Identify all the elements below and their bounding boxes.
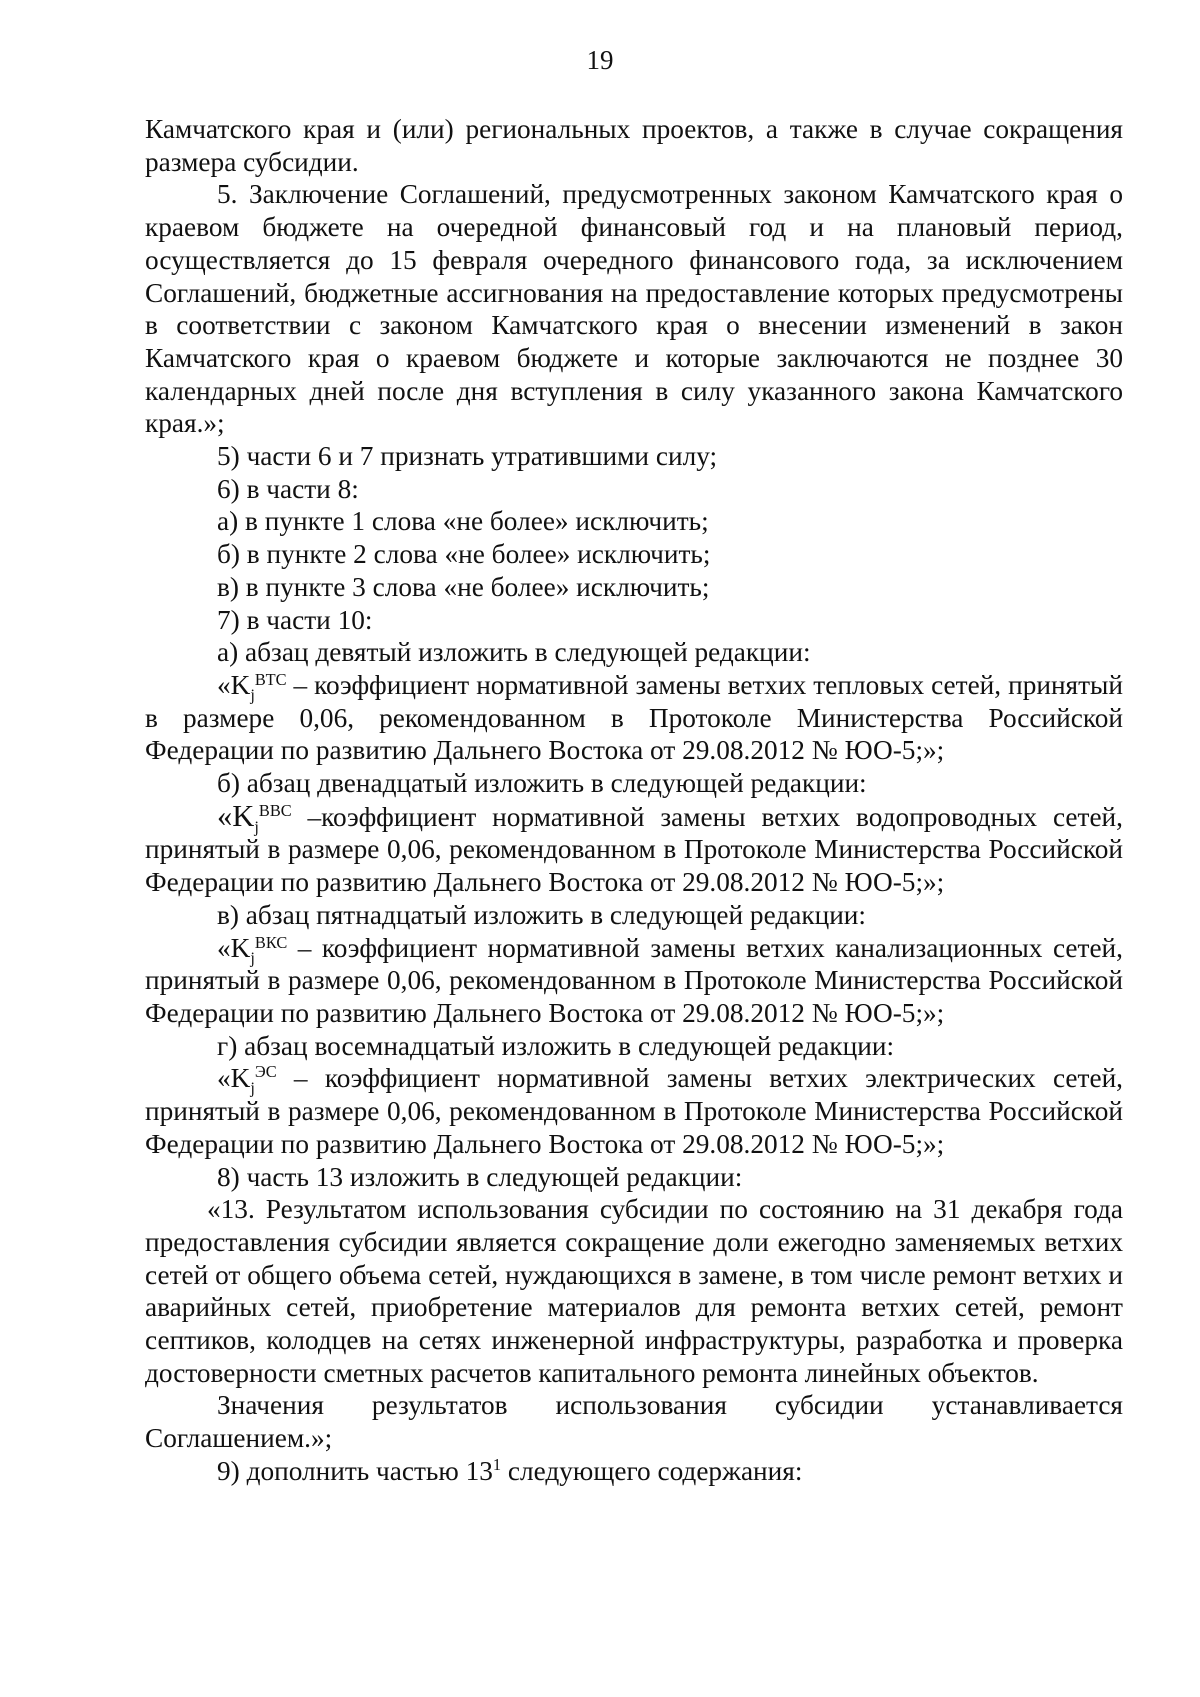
item-9-text-before: 9) дополнить частью 13 bbox=[217, 1455, 493, 1486]
coefficient-superscript: ВТС bbox=[254, 669, 287, 689]
coefficient-kvvs-paragraph bbox=[145, 800, 1123, 899]
amendment-item-8: 8) часть 13 изложить в следующей редакции: bbox=[217, 1161, 743, 1192]
page-number: 19 bbox=[586, 45, 614, 75]
amendment-item-7: 7) в части 10: bbox=[217, 604, 373, 635]
amendment-item-6: 6) в части 8: bbox=[217, 473, 359, 504]
coefficient-kes-paragraph bbox=[145, 1062, 1123, 1160]
coefficient-superscript: ВВС bbox=[258, 800, 292, 820]
amendment-item-7b: б) абзац двенадцатый изложить в следующей редакции: bbox=[217, 768, 867, 799]
item-9-superscript: 1 bbox=[492, 1454, 502, 1474]
amendment-item-7d: г) абзац восемнадцатый изложить в следующей редакции: bbox=[217, 1030, 895, 1061]
coefficient-subscript: j bbox=[250, 1078, 255, 1098]
document-body bbox=[145, 113, 1123, 1488]
coefficient-superscript: ЭС bbox=[254, 1062, 277, 1082]
coefficient-symbol: «K bbox=[217, 1063, 251, 1094]
coefficient-subscript: j bbox=[254, 817, 259, 837]
coefficient-kvts-paragraph bbox=[145, 669, 1123, 767]
item-9-text-after: следующего содержания: bbox=[501, 1455, 803, 1486]
coefficient-definition: – коэффициент нормативной замены ветхих канализационных сетей, принятый в размере 0,06, рекомендованном в Протоколе Министерства Российской Федерации по развитию Дальнего Востока от 29.08.2012 № ЮО-5;»; bbox=[145, 932, 1123, 1028]
amendment-item-5: 5) части 6 и 7 признать утратившими силу; bbox=[217, 441, 718, 472]
coefficient-definition: – коэффициент нормативной замены ветхих тепловых сетей, принятый в размере 0,06, рекомендованном в Протоколе Министерства Российской Федерации по развитию Дальнего Востока от 29.08.2012 № ЮО-5;»; bbox=[145, 669, 1123, 766]
amendment-item-6c: в) в пункте 3 слова «не более» исключить; bbox=[217, 571, 710, 602]
coefficient-symbol: «K bbox=[217, 932, 251, 963]
paragraph-clause-13-values: Значения результатов использования субсидии устанавливается Соглашением.»; bbox=[145, 1390, 1123, 1454]
amendment-item-6a: а) в пункте 1 слова «не более» исключить; bbox=[217, 506, 709, 537]
coefficient-symbol: «K bbox=[217, 798, 255, 833]
coefficient-definition: –коэффициент нормативной замены ветхих водопроводных сетей, принятый в размере 0,06, рекомендованном в Протоколе Министерства Российской Федерации по развитию Дальнего Востока от 29.08.2012 № ЮО-5;»; bbox=[145, 801, 1123, 898]
paragraph-continuation: Камчатского края и (или) региональных проектов, а также в случае сокращения размера субсидии. bbox=[145, 114, 1123, 177]
amendment-item-7a: а) абзац девятый изложить в следующей редакции: bbox=[217, 637, 811, 668]
coefficient-subscript: j bbox=[250, 685, 255, 705]
paragraph-clause-13: «13. Результатом использования субсидии по состоянию на 31 декабря года предоставления субсидии является сокращение доли ежегодно заменяемых ветхих сетей от общего объема сетей, нуждающихся в замене, в том числе ремонт ветхих и аварийных сетей, приобретение материалов для ремонта ветхих сетей, ремонт септиков, колодцев на сетях инженерной инфраструктуры, разработка и проверка достоверности сметных расчетов капитального ремонта линейных объектов. bbox=[145, 1194, 1123, 1388]
amendment-item-7c: в) абзац пятнадцатый изложить в следующей редакции: bbox=[217, 899, 866, 930]
coefficient-subscript: j bbox=[250, 948, 255, 968]
coefficient-symbol: «K bbox=[217, 669, 251, 700]
paragraph-clause-5: 5. Заключение Соглашений, предусмотренных законом Камчатского края о краевом бюджете на очередной финансовый год и на плановый период, осуществляется до 15 февраля очередного финансового года, за исключением Соглашений, бюджетные ассигнования на предоставление которых предусмотрены в соответствии с законом Камчатского края о внесении изменений в закон Камчатского края о краевом бюджете и которые заключаются не позднее 30 календарных дней после дня вступления в силу указанного закона Камчатского края.»; bbox=[145, 179, 1123, 439]
coefficient-definition: – коэффициент нормативной замены ветхих электрических сетей, принятый в размере 0,06, рекомендованном в Протоколе Министерства Российской Федерации по развитию Дальнего Востока от 29.08.2012 № ЮО-5;»; bbox=[145, 1063, 1123, 1159]
coefficient-kvks-paragraph bbox=[145, 932, 1123, 1030]
amendment-item-9 bbox=[145, 1455, 1123, 1488]
coefficient-superscript: ВКС bbox=[254, 932, 288, 952]
amendment-item-6b: б) в пункте 2 слова «не более» исключить; bbox=[217, 539, 711, 570]
